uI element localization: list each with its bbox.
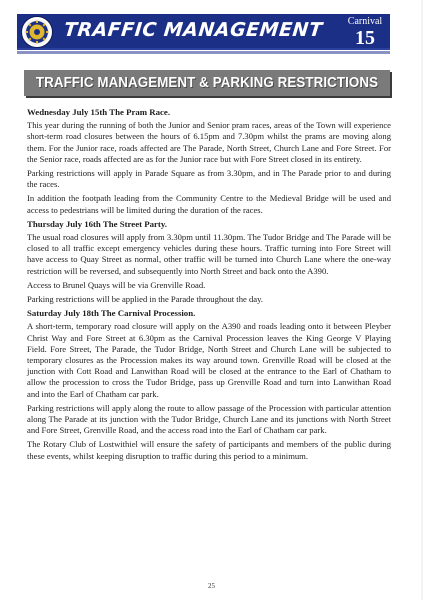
article-body [27,107,391,465]
header-title: TRAFFIC MANAGEMENT [62,19,324,41]
paragraph: Access to Brunel Quays will be via Grenville Road. [27,279,206,290]
event-heading-street-party: Thursday July 16th The Street Party. [27,218,167,229]
paragraph: The usual road closures will apply from 3.30pm until 11.30pm. The Tudor Bridge and The Parade will be closed to all traffic except emergency vehicles during these hours. Traffic turning into Fore Street will have access to Quay Street as normal, other traffic will be turned into Church Lane where the one-way restriction will be reversed, and subsequently into North Street and back onto the A390. [27,232,391,276]
rotary-logo-icon [22,17,52,47]
carnival-badge [340,14,390,52]
paragraph: This year during the running of both the Junior and Senior pram races, areas of the Town will experience short-term road closures between the hours of 6.15pm and 7.30pm whilst the prams are moving along them. For the Junior race, roads affected are The Parade, North Street, Church Lane and Fore Street. For the Senior race, roads affected are as for the Junior race but with Fore Street closed in its entirety. [27,120,391,164]
header-underline [17,51,390,54]
event-heading-carnival-procession: Saturday July 18th The Carnival Procession. [27,308,196,319]
paragraph: In addition the footpath leading from the Community Centre to the Medieval Bridge will be used and access to pedestrians will be limited during the duration of the races. [27,193,391,215]
carnival-number: 15 [355,27,375,49]
paragraph: A short-term, temporary road closure will apply on the A390 and roads leading onto it between Pleyber Christ Way and Fore Street at 6.30pm as the Carnival Procession leaves the King George V Playing Field. Fore Street, The Parade, the Tudor Bridge, North Street and Church Lane will be subjected to temporary closures as the Procession makes its way around town. Grenville Road will be closed at the junction with Cott Road and Lanwithan Road will be closed at the entrance to the Earl of Chatham to allow the procession to cross the Tudor Bridge, pass up Grenville Road and turn into Lanwithan Road and into the Earl of Chatham car park. [27,321,391,399]
section-title: TRAFFIC MANAGEMENT & PARKING RESTRICTIONS [35,75,379,91]
page-number: 25 [208,582,215,590]
paragraph: Parking restrictions will apply along the route to allow passage of the Procession with particular attention along The Parade at its junction with the Tudor Bridge, Church Lane and its junctions with North Street and Fore Street, Grenville Road, and the access road into the Earl of Chatham car park. [27,402,391,436]
carnival-label: Carnival [347,16,383,27]
paragraph: Parking restrictions will apply in Parade Square as from 3.30pm, and in The Parade prior to and during the races. [27,168,391,190]
paragraph: The Rotary Club of Lostwithiel will ensure the safety of participants and members of the public during these events, whilst keeping disruption to traffic during this period to a minimum. [27,439,391,461]
paragraph: Parking restrictions will be applied in the Parade throughout the day. [27,294,263,305]
event-heading-pram-race: Wednesday July 15th The Pram Race. [27,107,171,117]
section-header [24,70,390,96]
